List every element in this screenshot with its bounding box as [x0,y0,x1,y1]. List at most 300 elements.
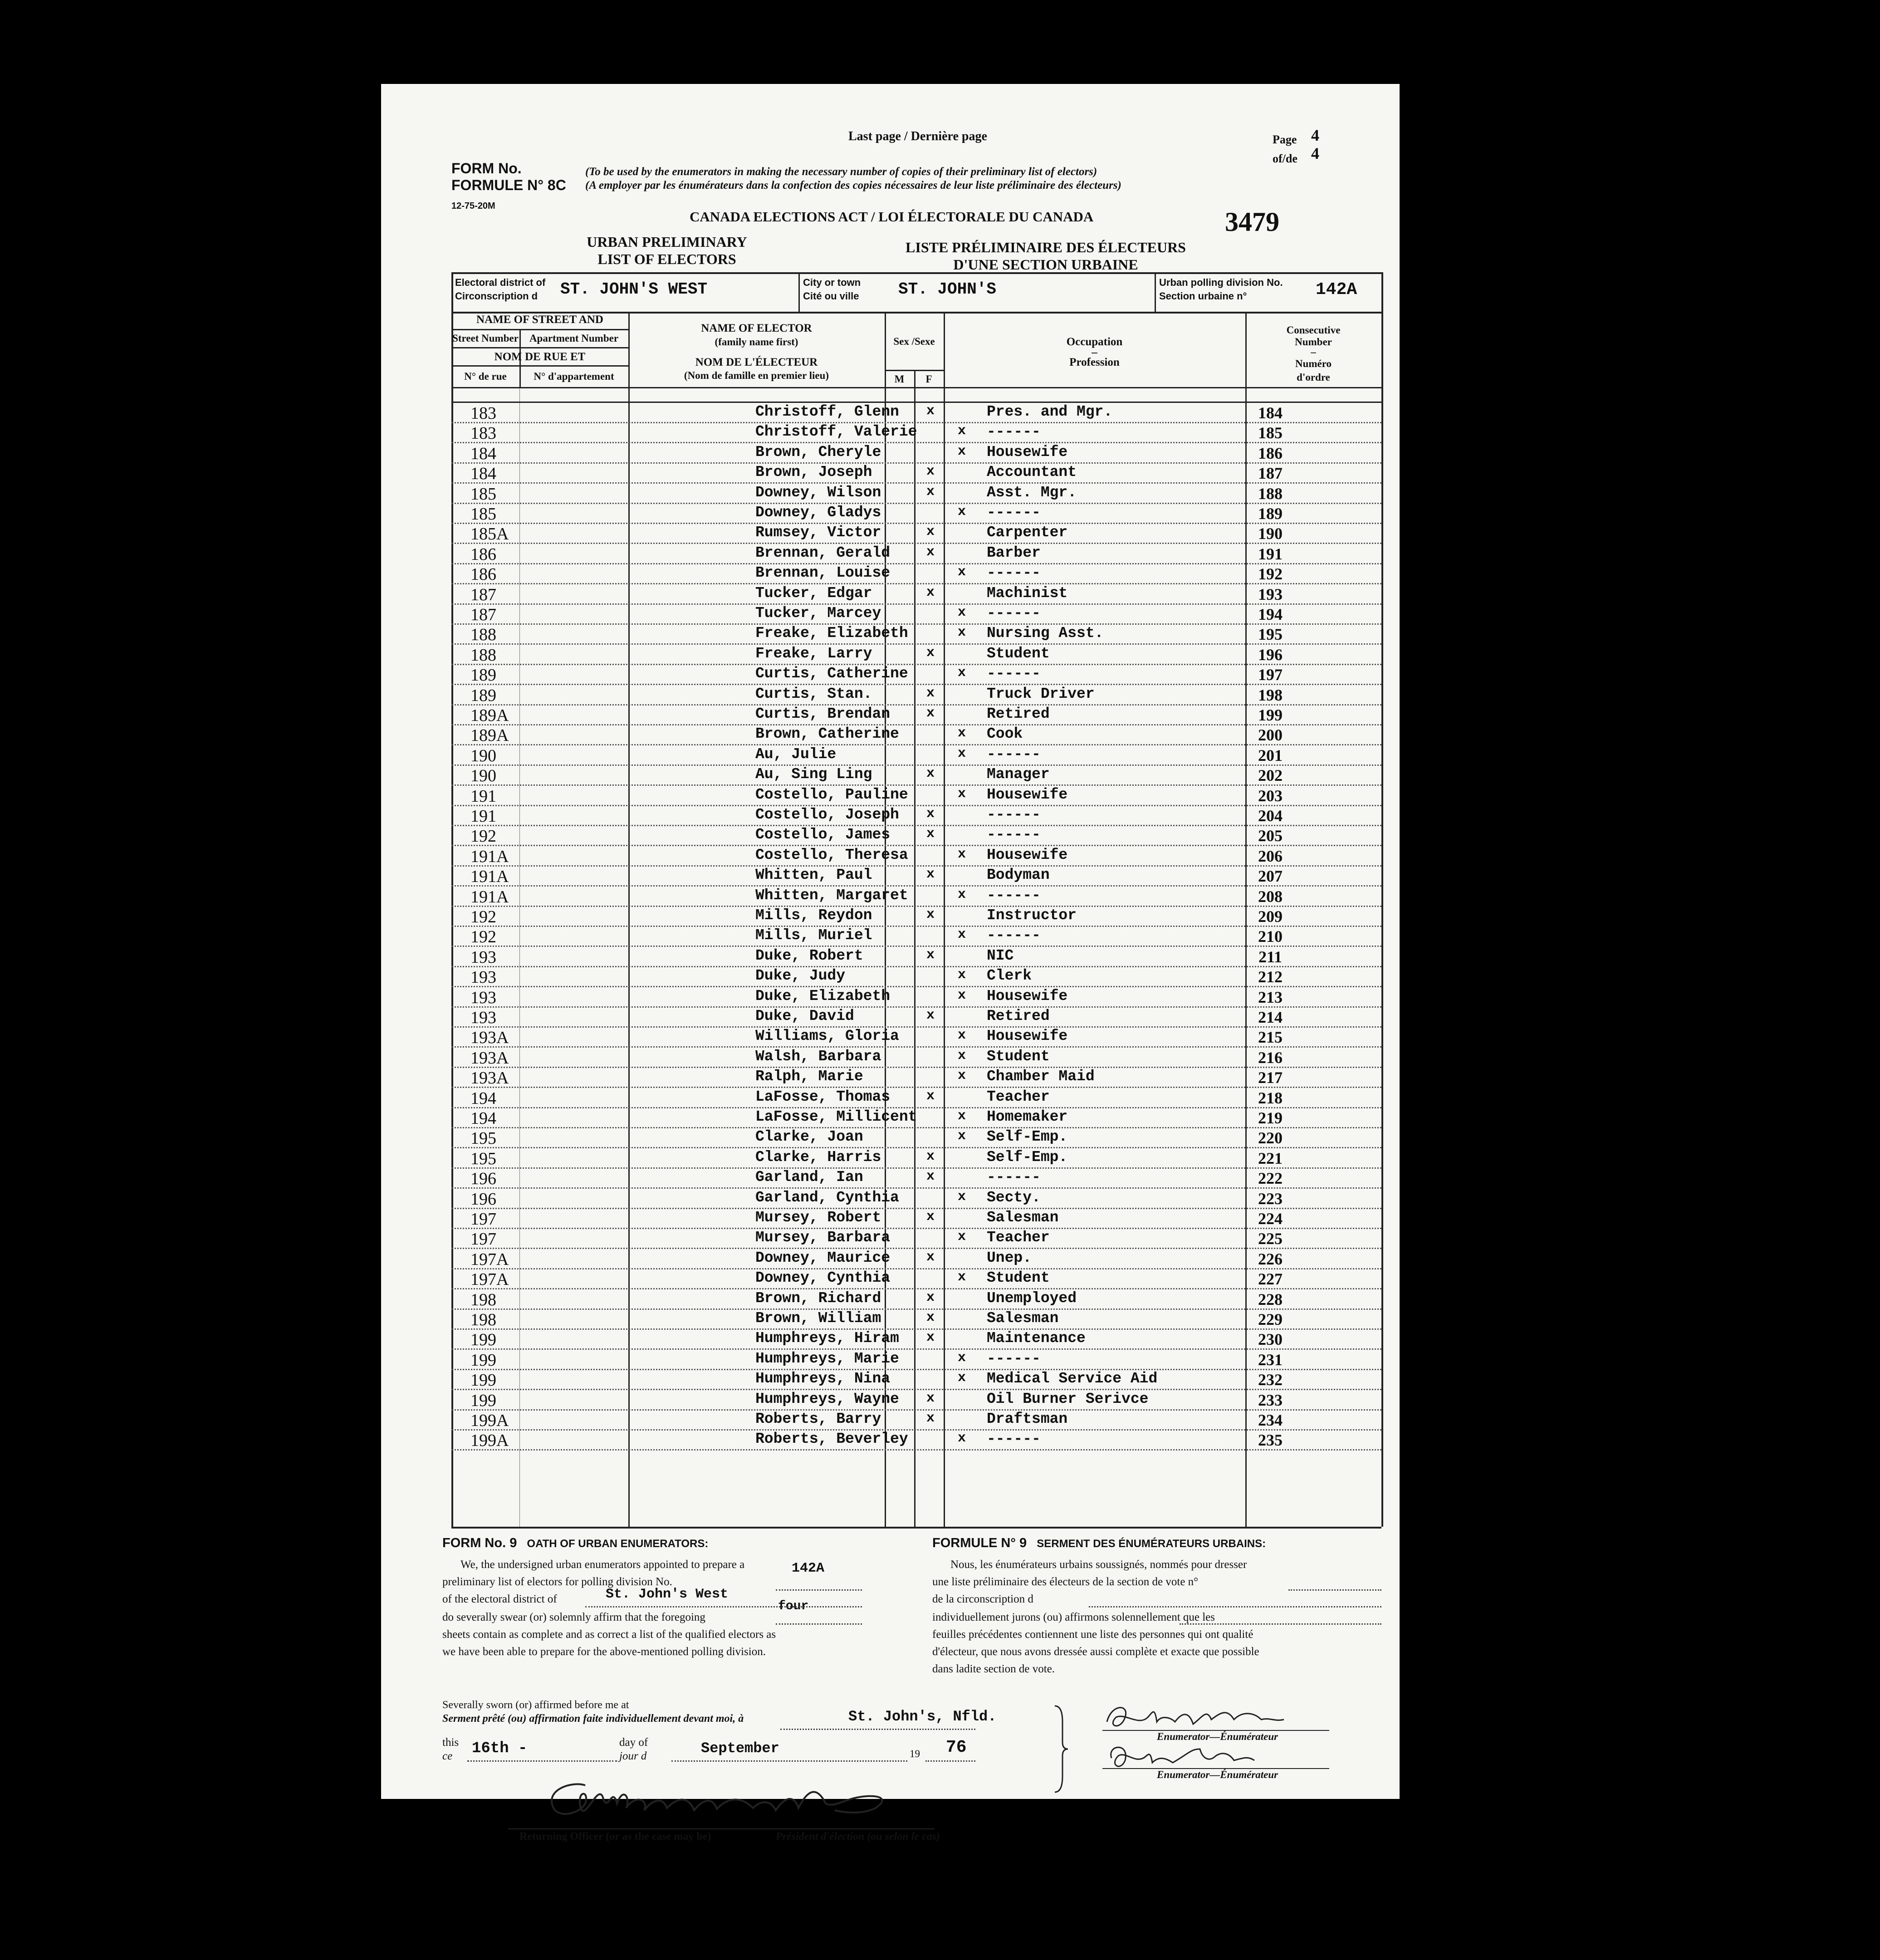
street-number: 191A [470,887,509,906]
col-street-number: Street Number [452,333,519,344]
occupation: Housewife [987,443,1068,461]
street-number: 193 [470,968,496,987]
elector-row [451,1411,1381,1431]
elector-row [451,1310,1381,1330]
district-label-fr: Circonscription d [455,290,538,302]
street-number: 196 [470,1189,496,1209]
col-elector-en: NAME OF ELECTOR [701,322,812,334]
street-number: 193A [470,1068,509,1088]
occupation: Student [987,1048,1050,1065]
street-number: 195 [470,1149,496,1168]
district-label-en: Electoral district of [455,277,546,288]
consecutive-number: 186 [1258,444,1283,462]
col-numero: Numéro [1295,358,1332,369]
elector-row [451,524,1381,544]
elector-name: Garland, Cynthia [755,1189,899,1206]
consecutive-number: 224 [1258,1210,1283,1228]
sex-female-mark: x [957,887,966,902]
elector-row [451,1290,1381,1310]
occupation: ------ [987,605,1041,622]
elector-row [451,444,1381,464]
elector-row [451,1209,1381,1229]
sex-male-mark: x [926,1411,935,1426]
consecutive-number: 193 [1258,585,1283,603]
of-label: of/de [1273,152,1297,165]
occupation: Chamber Maid [987,1068,1095,1085]
elector-row [451,1350,1381,1370]
occupation: ------ [987,826,1041,843]
formule-no: FORMULE N° 8C [451,177,566,193]
occupation: Manager [987,766,1050,783]
sex-male-mark: x [926,1008,935,1023]
elector-name: Brown, William [755,1310,881,1327]
sex-female-mark: x [957,725,966,741]
title-fr-2: D'UNE SECTION URBAINE [953,256,1138,273]
consecutive-number: 235 [1258,1431,1283,1450]
elector-name: Au, Julie [755,745,837,763]
occupation: Carpenter [987,524,1068,541]
instructions-fr: (A employer par les énumérateurs dans la confection des copies nécessaires de leur liste préliminaire des électeurs) [585,179,1121,191]
occupation: ------ [987,665,1041,682]
sex-female-mark: x [957,1068,966,1084]
consecutive-number: 232 [1258,1371,1283,1389]
bracket [1053,1704,1071,1794]
occupation: Unemployed [987,1289,1077,1307]
elector-name: Whitten, Paul [755,867,872,884]
street-number: 184 [470,444,496,463]
consecutive-number: 222 [1258,1169,1283,1188]
elector-name: Freake, Larry [755,645,872,662]
oath-fr-line7: dans ladite section de vote. [932,1663,1055,1675]
elector-name: Duke, David [755,1008,854,1024]
elector-name: Brennan, Louise [755,564,891,582]
consecutive-number: 227 [1258,1270,1283,1289]
street-number: 183 [470,404,496,423]
street-number: 199 [470,1330,496,1350]
street-number: 199A [470,1431,509,1450]
elector-row [451,847,1381,867]
street-number: 197A [470,1250,509,1269]
consecutive-number: 187 [1258,464,1283,483]
elector-row [451,1229,1381,1249]
oath-district-fill: St. John's West [606,1587,729,1602]
street-number: 193 [470,947,496,967]
of-value: 4 [1311,144,1319,162]
oath-fr-line6: d'électeur, que nous avons dressée aussi complète et exacte que possible [932,1646,1259,1658]
occupation: Accountant [987,464,1077,481]
occupation: Oil Burner Serivce [987,1390,1149,1407]
elector-row [451,967,1381,987]
elector-name: Freake, Elizabeth [755,625,908,642]
elector-name: Williams, Gloria [755,1028,899,1045]
sex-male-mark: x [926,685,935,701]
col-elector-fr: NOM DE L'ÉLECTEUR [695,356,818,368]
sex-female-mark: x [957,987,966,1003]
title-en-2: LIST OF ELECTORS [597,251,736,267]
elector-name: Curtis, Brendan [755,706,891,722]
enumerator-label-1: Enumerator—Énumérateur [1157,1731,1278,1742]
consecutive-number: 233 [1258,1391,1283,1409]
city-label-fr: Cité ou ville [803,290,859,302]
consecutive-number: 214 [1258,1008,1283,1026]
elector-row [451,1391,1381,1411]
consecutive-number: 219 [1258,1109,1283,1127]
sex-female-mark: x [957,665,966,681]
sex-female-mark: x [957,967,966,983]
street-number: 189 [470,666,496,685]
occupation: ------ [987,504,1041,521]
col-profession: Profession [1069,356,1120,368]
elector-row [451,1048,1381,1068]
occupation: Barber [987,544,1041,561]
elector-row [451,1108,1381,1128]
form-page: Last page / Dernière page Page 4 of/de 4 FORM No. FORMULE N° 8C 12-75-20M (To be used by the enumerators in making the necessary number of copies of their preliminary list of electors) (A employer par les énumérateurs dans la confection des copies nécessaires de leur liste préliminaire des électeurs) CANADA ELECTIONS ACT / LOI ÉLECTORALE DU CANADA 3479 URBAN PRELIMINARY LIST OF ELECTORS LISTE PRÉLIMINAIRE DES ÉLECTEURS D'UNE SECTION URBAINE Electoral district of Circonscription d ST. JOHN'S WEST City or town Cité ou ville ST. JOHN'S Urban polling division No. Section urbaine n° 142A NAME OF STREET AND Street Number Apartment Number NOM DE RUE ET N° de rue N° d'appartement NAME OF ELECTOR (family name first) NOM DE L'ÉLECTEUR (Nom de famille en premier lieu) Sex /Sexe M F Occupation – Profession Consecutive Number – Numéro d'ordre FORM No. 9 OATH OF URBAN ENUMERATORS: We, the undersigned urban enumerators appointed to prepare a preliminary list of electors for polling division No. 142A of the electoral district of St. John's West do severally swear (or) solemnly affirm that the foregoing four sheets contain as complete and as correct a list of the qualified electors as we have been able to prepare for the above-mentioned polling division. FORMULE N° 9 SERMENT DES ÉNUMÉRATEURS URBAINS: Nous, les énumérateurs urbains soussignés, nommés pour dresser une liste préliminaire des électeurs de la section de vote n° de la circonscription d individuellement jurons (ou) affirmons solennellement que les feuilles précédentes contiennent une liste des personnes qui ont qualité d'électeur, que nous avons dressée aussi complète et exacte que possible dans ladite section de vote. Severally sworn (or) affirmed before me at Serment prêté (ou) affirmation faite individuellement devant moi, à St. John's, Nfld. this ce 16th - day of jour d September 19 76 Returning Officer (or as the case may be) Président d'élection (ou selon le cas) Enumerator—Énumérateur Enumerator—Énumérateur 183 Christoff, Glenn x Pres. and Mgr. 184 183 Christoff, Valerie x ------ 185 184 Brown, Cheryle x Housewife 186 184 Brown, Joseph x Accountant 187 185 Downey, Wilson x Asst. Mgr. 188 185 Downey, Gladys x ------ 189 185A Rumsey, Victor x Carpenter 190 186 Brennan, Gerald x Barber 191 186 Brennan, Louise x ------ 192 187 Tucker, Edgar x Machinist 193 187 Tucker, Marcey x ------ 194 188 Freake, Elizabeth x Nursing Asst. 195 188 Freake, Larry x Student 196 189 Curtis, Catherine x ------ 197 189 Curtis, Stan. x Truck Driver 198 189A Curtis, Brendan x Retired 199 189A Brown, Catherine x Cook 200 190 Au, Julie x ------ 201 190 Au, Sing Ling x Manager 202 191 Costello, Pauline x Housewife 203 191 Costello, Joseph x ------ 204 192 Costello, James x ------ 205 191A Costello, Theresa x Housewife 206 191A Whitten, Paul x Bodyman 207 191A Whitten, Margaret x ------ 208 192 Mills, Reydon x Instructor 209 192 Mills, Muriel x ------ 210 193 Duke, Robert x NIC 211 193 Duke, Judy x Clerk 212 193 Duke, Elizabeth x Housewife 213 193 Duke, David x Retired 214 193A Williams, Gloria x Housewife 215 193A Walsh, Barbara x Student 216 193A Ralph, Marie x Chamber Maid 217 194 LaFosse, Thomas x Teacher 218 194 LaFosse, Millicent x Homemaker 219 195 Clarke, Joan x Self-Emp. 220 195 Clarke, Harris x Self-Emp. 221 196 Garland, Ian x ------ 222 196 Garland, Cynthia x Secty. 223 197 Mursey, Robert x Salesman 224 197 Mursey, Barbara x Teacher 225 197A Downey, Maurice x Unep. 226 197A Downey, Cynthia x Student 227 198 Brown, Richard x Unemployed 228 198 Brown, William x Salesman 229 199 Humphreys, Hiram x Maintenance 230 199 Humphreys, Marie x ------ 231 199 Humphreys, Nina x Medical Service Aid 232 199 Humphreys, Wayne x Oil Burner Serivce 233 199A Roberts, Barry x Draftsman 234 199A Roberts, Beverley x ------ 235 [381,84,1400,1799]
street-number: 192 [470,927,496,947]
sex-female-mark: x [957,1269,966,1285]
elector-name: Brown, Richard [755,1289,881,1307]
elector-name: Mursey, Barbara [755,1229,891,1246]
sex-female-mark: x [957,1028,966,1044]
consecutive-number: 205 [1258,827,1283,845]
occupation: Nursing Asst. [987,625,1104,642]
col-street-en: NAME OF STREET AND [476,314,603,326]
oath-en-line4: do severally swear (or) solemnly affirm that the foregoing [442,1611,705,1623]
occupation: Draftsman [987,1411,1068,1427]
enumerator-label-2: Enumerator—Énumérateur [1157,1769,1278,1780]
consecutive-number: 225 [1258,1230,1283,1248]
elector-row [451,947,1381,967]
sworn-day-of-fr: jour d [619,1750,647,1762]
sex-male-mark: x [926,1249,935,1265]
occupation: Housewife [987,1028,1068,1045]
col-street-number-fr: N° de rue [464,371,507,382]
sex-female-mark: x [957,1370,966,1386]
sworn-line1-fr: Serment prêté (ou) affirmation faite individuellement devant moi, à [442,1713,744,1725]
street-number: 185A [470,524,509,544]
consecutive-number: 188 [1258,484,1283,503]
oath-fr-line3: de la circonscription d [932,1593,1033,1605]
consecutive-number: 202 [1258,766,1283,785]
city-label-en: City or town [803,277,861,288]
elector-row [451,1149,1381,1169]
city-value: ST. JOHN'S [898,280,997,299]
elector-name: Clarke, Harris [755,1148,881,1166]
street-number: 188 [470,625,496,645]
district-value: ST. JOHN'S WEST [560,280,708,299]
occupation: Clerk [987,967,1032,985]
elector-name: Duke, Elizabeth [755,987,891,1004]
returning-officer-signature [517,1772,948,1835]
oath-fr-heading: SERMENT DES ÉNUMÉRATEURS URBAINS: [1037,1538,1266,1550]
elector-name: LaFosse, Millicent [755,1108,917,1125]
consecutive-number: 196 [1258,645,1283,664]
street-number: 187 [470,585,496,604]
sex-male-mark: x [926,1289,935,1305]
last-page-label: Last page / Dernière page [848,129,987,143]
occupation: Bodyman [987,867,1050,884]
elector-name: Christoff, Glenn [755,403,899,420]
sex-male-mark: x [926,806,935,822]
elector-row [451,403,1381,423]
elector-name: Brennan, Gerald [755,544,891,561]
consecutive-number: 184 [1258,404,1283,422]
street-number: 186 [470,544,496,564]
col-apartment-number: Apartment Number [529,333,619,344]
occupation: Student [987,645,1050,662]
occupation: ------ [987,1431,1041,1448]
street-number: 188 [470,645,496,665]
elector-name: LaFosse, Thomas [755,1088,891,1105]
elector-row [451,927,1381,947]
consecutive-number: 215 [1258,1028,1283,1047]
elector-row [451,1128,1381,1148]
street-number: 185 [470,505,496,524]
consecutive-number: 213 [1258,988,1283,1006]
elector-name: Mursey, Robert [755,1209,881,1226]
elector-row [451,665,1381,685]
sex-male-mark: x [926,484,935,500]
occupation: Machinist [987,584,1068,602]
street-number: 199 [470,1350,496,1370]
elector-name: Downey, Cynthia [755,1269,891,1287]
street-number: 189A [470,726,509,745]
sex-male-mark: x [926,706,935,721]
elector-row [451,423,1381,443]
elector-name: Mills, Muriel [755,927,872,944]
occupation: Homemaker [987,1108,1068,1125]
oath-en-form: FORM No. 9 [442,1536,517,1550]
oath-en-line2: preliminary list of electors for polling division No. [442,1576,672,1588]
street-number: 199 [470,1391,496,1410]
sex-male-mark: x [926,1390,935,1406]
sex-female-mark: x [957,443,966,459]
sex-female-mark: x [957,927,966,943]
street-number: 199 [470,1371,496,1390]
street-number: 197 [470,1210,496,1229]
elector-name: Tucker, Edgar [755,584,872,602]
elector-name: Downey, Wilson [755,484,881,501]
sex-female-mark: x [957,846,966,862]
sworn-year-suffix: 76 [946,1738,967,1757]
elector-row [451,766,1381,786]
elector-row [451,1269,1381,1289]
oath-en-line3: of the electoral district of [442,1593,557,1605]
sex-male-mark: x [926,1209,935,1225]
consecutive-number: 200 [1258,726,1283,745]
occupation: Pres. and Mgr. [987,403,1113,420]
oath-en-heading: OATH OF URBAN ENUMERATORS: [527,1538,709,1550]
oath-fr-line1: Nous, les énumérateurs urbains soussignés, nommés pour dresser [950,1558,1247,1571]
occupation: Secty. [987,1189,1041,1206]
consecutive-number: 216 [1258,1048,1283,1067]
elector-name: Costello, James [755,826,891,843]
elector-name: Brown, Joseph [755,464,872,481]
street-number: 190 [470,766,496,786]
consecutive-number: 195 [1258,625,1283,644]
form-no: FORM No. [451,160,522,176]
sex-female-mark: x [957,1350,966,1366]
elector-row [451,786,1381,806]
sex-male-mark: x [926,947,935,963]
elector-row [451,706,1381,725]
elector-row [451,1370,1381,1390]
street-number: 183 [470,424,496,443]
elector-name: Garland, Ian [755,1169,863,1186]
elector-row [451,484,1381,504]
street-number: 189A [470,706,509,725]
sex-female-mark: x [957,564,966,580]
col-apartment-fr: N° d'appartement [534,371,614,382]
occupation: Housewife [987,987,1068,1004]
elector-name: Mills, Reydon [755,907,872,924]
elector-name: Ralph, Marie [755,1068,863,1085]
returning-officer-label: Returning Officer (or as the case may be) [519,1831,711,1842]
sworn-day: 16th - [472,1740,528,1757]
elector-row [451,645,1381,665]
consecutive-number: 190 [1258,524,1283,543]
occupation: Asst. Mgr. [987,484,1077,501]
consecutive-number: 221 [1258,1149,1283,1167]
consecutive-number: 197 [1258,666,1283,684]
consecutive-number: 210 [1258,927,1283,946]
col-male: M [894,373,905,385]
sex-male-mark: x [926,826,935,842]
occupation: ------ [987,1169,1041,1186]
elector-name: Humphreys, Hiram [755,1330,899,1347]
elector-row [451,1330,1381,1350]
col-elector-en-sub: (family name first) [715,336,798,348]
street-number: 198 [470,1290,496,1309]
street-number: 198 [470,1310,496,1329]
occupation: Salesman [987,1209,1059,1226]
sworn-day-of-en: day of [619,1736,648,1749]
sex-male-mark: x [926,766,935,782]
oath-en-line5: sheets contain as complete and as correct a list of the qualified electors as [442,1628,776,1641]
elector-row [451,544,1381,564]
street-number: 194 [470,1088,496,1108]
street-number: 193A [470,1028,509,1048]
elector-name: Duke, Robert [755,947,863,964]
consecutive-number: 189 [1258,505,1283,523]
sex-male-mark: x [926,907,935,922]
elector-row [451,988,1381,1008]
oath-fr-line4: individuellement jurons (ou) affirmons solennellement que les [932,1611,1215,1623]
elector-name: Costello, Theresa [755,846,908,863]
sworn-this-fr: ce [442,1750,453,1762]
occupation: Medical Service Aid [987,1370,1158,1387]
elector-name: Costello, Joseph [755,806,899,823]
elector-name: Tucker, Marcey [755,605,881,622]
elector-row [451,605,1381,625]
serial-number: 3479 [1225,207,1279,237]
sworn-year-prefix: 19 [910,1748,920,1759]
elector-name: Duke, Judy [755,967,846,985]
sex-male-mark: x [926,403,935,419]
oath-fr-line2: une liste préliminaire des électeurs de la section de vote n° [932,1576,1199,1588]
occupation: Salesman [987,1310,1059,1327]
elector-row [451,826,1381,846]
elector-row [451,1431,1381,1450]
elector-name: Roberts, Beverley [755,1431,908,1448]
sex-female-mark: x [957,423,966,439]
elector-name: Brown, Cheryle [755,443,881,461]
sex-female-mark: x [957,625,966,641]
sworn-this-en: this [442,1736,459,1749]
occupation: ------ [987,1350,1041,1367]
occupation: Truck Driver [987,685,1095,702]
consecutive-number: 203 [1258,786,1283,805]
col-sex: Sex /Sexe [893,336,935,347]
consecutive-number: 194 [1258,605,1283,623]
elector-name: Curtis, Stan. [755,685,872,702]
poll-value: 142A [1316,280,1357,299]
consecutive-number: 204 [1258,807,1283,825]
sex-male-mark: x [926,524,935,540]
occupation: ------ [987,423,1041,441]
elector-name: Roberts, Barry [755,1411,881,1427]
elector-name: Humphreys, Nina [755,1370,891,1387]
street-number: 192 [470,907,496,926]
street-number: 191A [470,867,509,887]
elector-row [451,746,1381,766]
street-number: 197A [470,1270,509,1289]
street-number: 184 [470,464,496,484]
consecutive-number: 211 [1258,947,1282,966]
street-number: 197 [470,1230,496,1249]
occupation: ------ [987,564,1041,582]
street-number: 193A [470,1048,509,1068]
occupation: Teacher [987,1088,1050,1105]
sworn-place: St. John's, Nfld. [848,1708,997,1725]
elector-name: Rumsey, Victor [755,524,881,541]
elector-row [451,1008,1381,1028]
sex-male-mark: x [926,1148,935,1164]
oath-sheets-fill: four [778,1599,809,1613]
sworn-month: September [701,1740,779,1757]
occupation: Self-Emp. [987,1148,1068,1166]
street-number: 191A [470,847,509,866]
president-label: Président d'élection (ou selon le cas) [776,1831,940,1842]
elector-row [451,625,1381,645]
elector-name: Curtis, Catherine [755,665,908,682]
occupation: Unep. [987,1249,1032,1266]
col-street-fr: NOM DE RUE ET [494,351,586,363]
sex-female-mark: x [957,1189,966,1205]
street-number: 186 [470,565,496,584]
occupation: Cook [987,725,1023,743]
occupation: Housewife [987,846,1068,863]
col-ordre: d'ordre [1297,372,1330,383]
oath-en-line6: we have been able to prepare for the above-mentioned polling division. [442,1646,766,1658]
occupation: ------ [987,927,1041,944]
street-number: 187 [470,605,496,624]
elector-row [451,1189,1381,1209]
elector-row [451,1068,1381,1088]
occupation: Housewife [987,786,1068,803]
consecutive-number: 192 [1258,565,1283,583]
consecutive-number: 218 [1258,1088,1283,1107]
oath-en-line1: We, the undersigned urban enumerators appointed to prepare a [460,1558,745,1571]
sworn-line1-en: Severally sworn (or) affirmed before me at [442,1699,629,1711]
consecutive-number: 198 [1258,686,1283,704]
occupation: Student [987,1269,1050,1287]
elector-row [451,686,1381,706]
sex-female-mark: x [957,1108,966,1124]
occupation: ------ [987,745,1041,763]
sex-male-mark: x [926,1330,935,1346]
occupation: Maintenance [987,1330,1086,1347]
consecutive-number: 206 [1258,847,1283,865]
